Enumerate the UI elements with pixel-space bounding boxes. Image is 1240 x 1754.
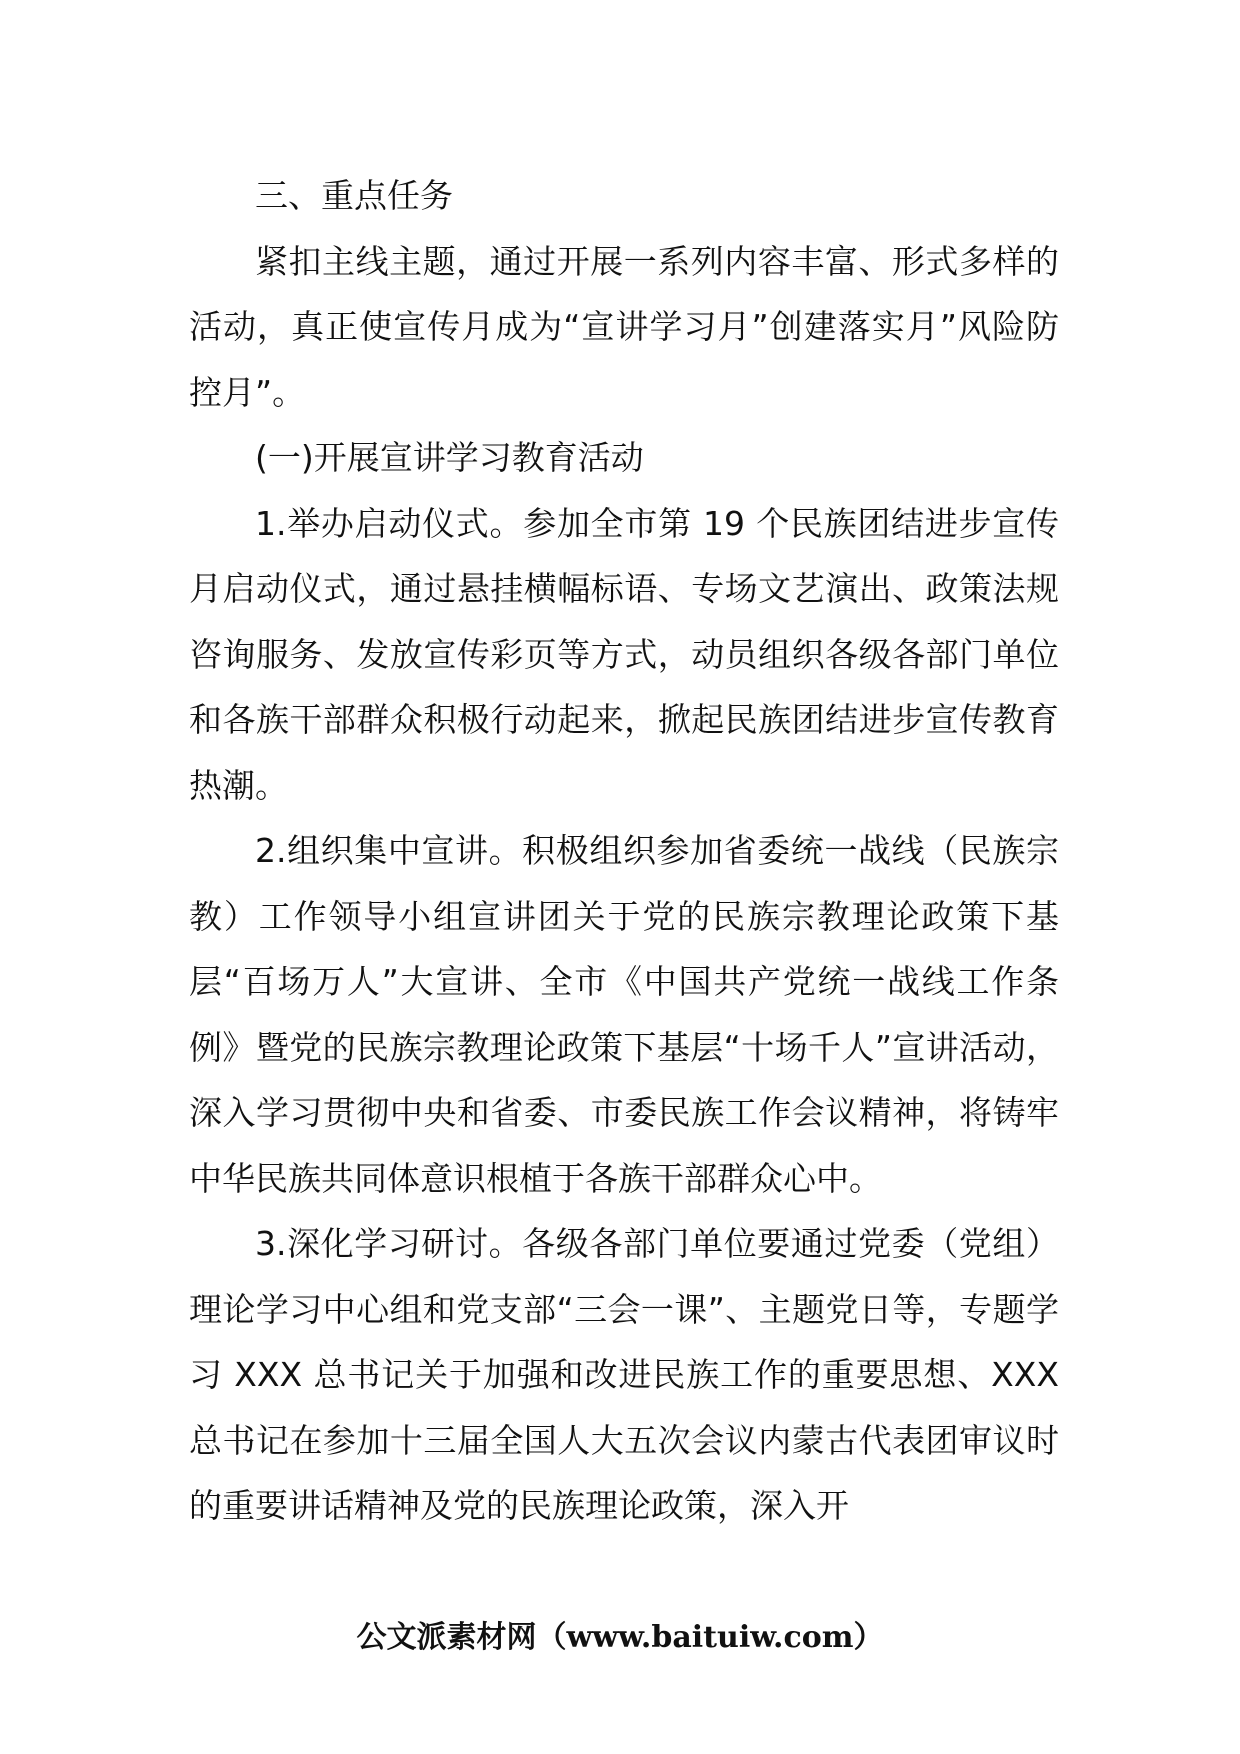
item-paragraph-3: 3.深化学习研讨。各级各部门单位要通过党委（党组）理论学习中心组和党支部“三会一课”、主题党日等，专题学习 XXX 总书记关于加强和改进民族工作的重要思想、XXX 总书记在参加十三届全国人大五次会议内蒙古代表团审议时的重要讲话精神及党的民族理论政策，深入开: [189, 1224, 1059, 1525]
intro-paragraph: 紧扣主线主题，通过开展一系列内容丰富、形式多样的活动，真正使宣传月成为“宣讲学习月”创建落实月”风险防控月”。: [189, 241, 1059, 412]
item-paragraph-1: 1.举办启动仪式。参加全市第 19 个民族团结进步宣传月启动仪式，通过悬挂横幅标语、专场文艺演出、政策法规咨询服务、发放宣传彩页等方式，动员组织各级各部门单位和各族干部群众积极行动起来，掀起民族团结进步宣传教育热潮。: [189, 503, 1059, 805]
section-heading: 三、重点任务: [255, 176, 453, 215]
item-paragraph-2: 2.组织集中宣讲。积极组织参加省委统一战线（民族宗教）工作领导小组宣讲团关于党的民族宗教理论政策下基层“百场万人”大宣讲、全市《中国共产党统一战线工作条例》暨党的民族宗教理论政策下基层“十场千人”宣讲活动，深入学习贯彻中央和省委、市委民族工作会议精神，将铸牢中华民族共同体意识根植于各族干部群众心中。: [189, 831, 1059, 1198]
subsection-heading: (一)开展宣讲学习教育活动: [255, 438, 644, 477]
footer-watermark: 公文派素材网（www.baituiw.com）: [356, 1620, 884, 1655]
document-body: [189, 163, 1059, 1539]
